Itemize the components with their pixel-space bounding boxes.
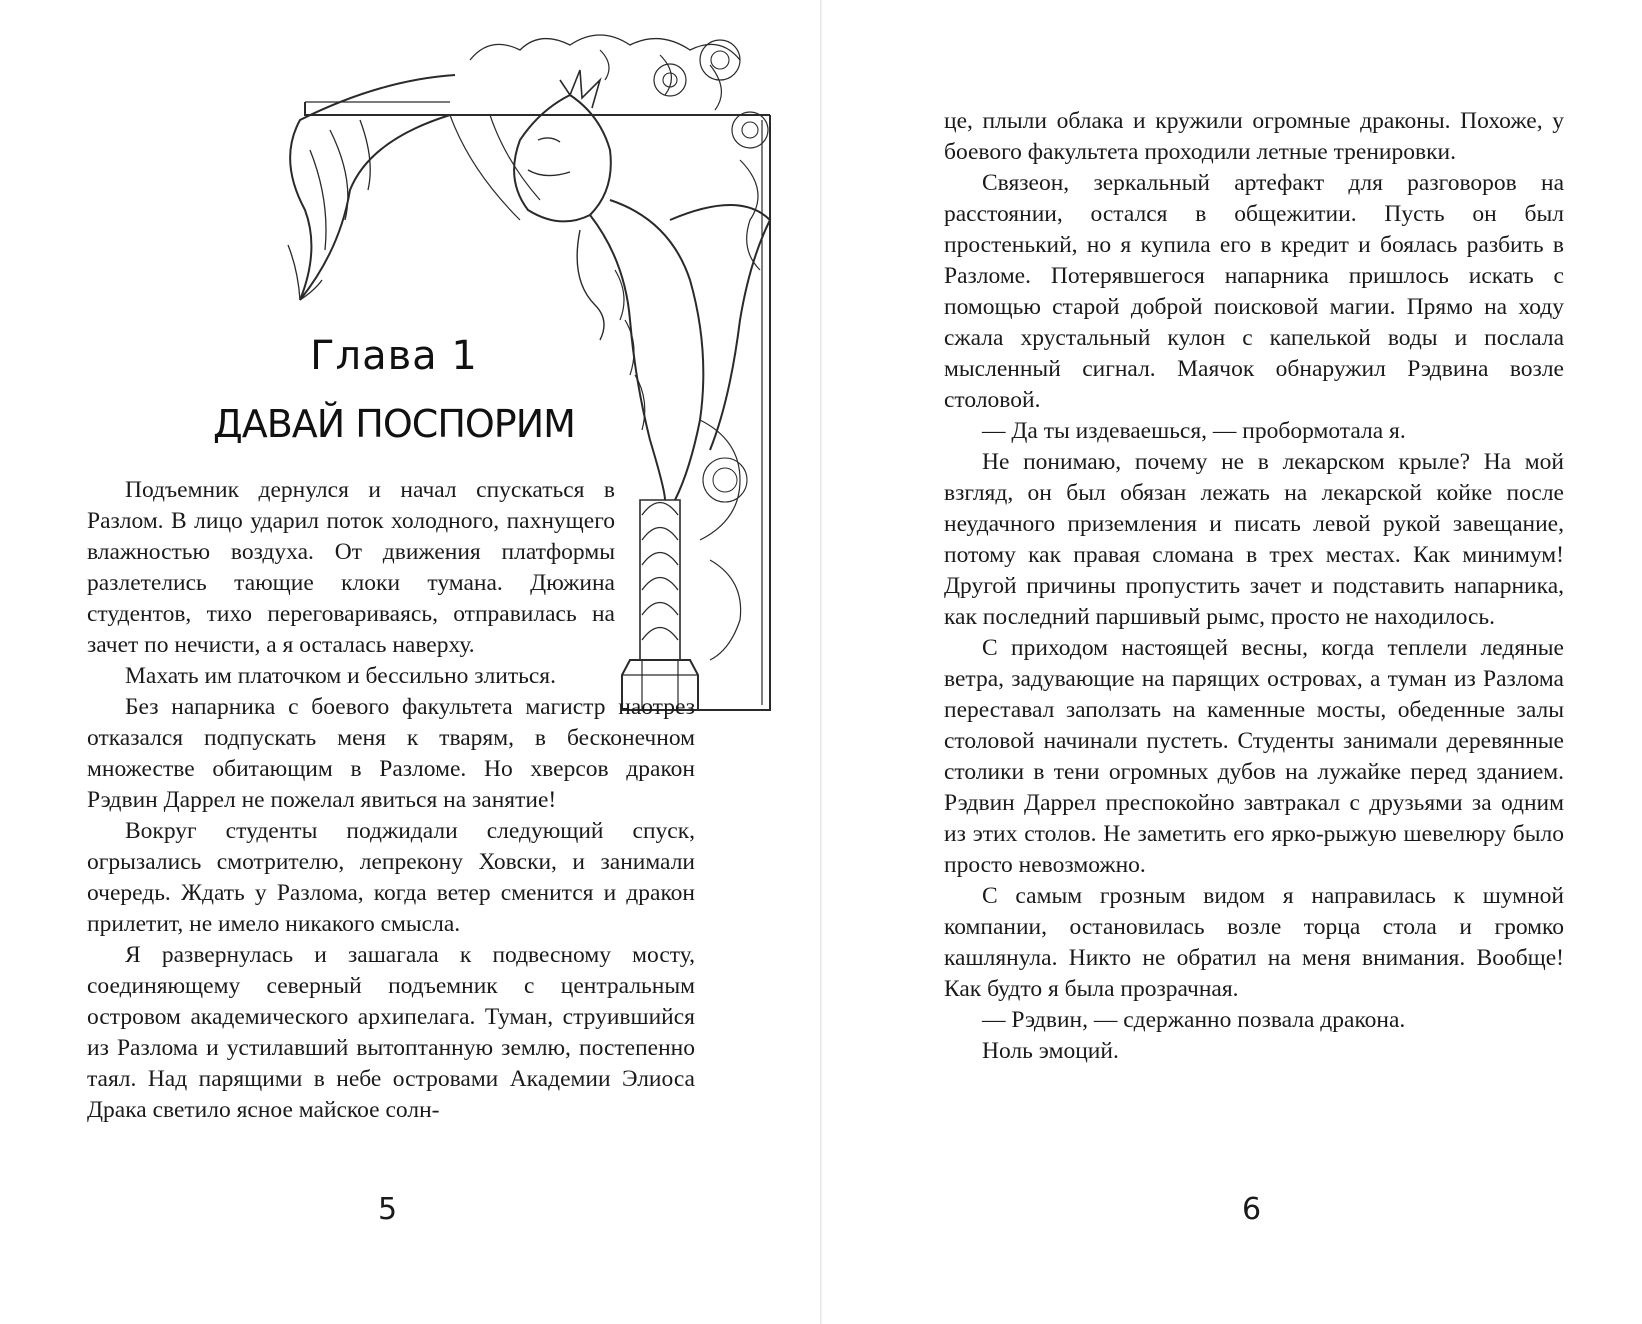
left-page [0, 0, 820, 1324]
paragraph: — Да ты издеваешься, — пробормотала я. [982, 418, 1406, 444]
page-number: 5 [378, 1192, 398, 1227]
paragraph: Связеон, зеркальный артефакт для разговоров на расстоянии, остался в общежитии. Пусть он был простенький, но я купила его в кредит и боялась разбить в Разломе. Потерявшегося напарника пришлось искать с помощью старой доброй поисковой магии. Прямо на ходу сжала хрустальный кулон с капелькой воды и послала мысленный сигнал. Маячок обнаружил Рэдвина возле столовой. [944, 170, 1564, 413]
chapter-title: ДАВАЙ ПОСПОРИМ [213, 402, 575, 446]
page-number: 6 [1242, 1192, 1262, 1227]
left-wide-text [87, 692, 695, 1126]
paragraph: Вокруг студенты поджидали следующий спуск, огрызались смотрителю, лепрекону Ховски, и занимали очередь. Ждать у Разлома, когда ветер сменится и дракон прилетит, не имело никакого смысла. [87, 818, 695, 937]
paragraph: Ноль эмоций. [982, 1038, 1119, 1064]
paragraph: Подъемник дернулся и начал спускаться в Разлом. В лицо ударил поток холодного, пахнущего влажностью воздуха. От движения платформы разлетелись тающие клоки тумана. Дюжина студентов, тихо переговариваясь, отправилась на зачет по нечисти, а я осталась наверху. [87, 477, 615, 658]
paragraph: Махать им платочком и бессильно злиться. [125, 663, 556, 689]
left-narrow-text [87, 475, 615, 692]
paragraph: Не понимаю, почему не в лекарском крыле? На мой взгляд, он был обязан лежать на лекарской койке после неудачного приземления и писать левой рукой завещание, потому как правая сломана в трех местах. Как минимум! Другой причины пропустить зачет и подставить напарника, как последний паршивый рымс, просто не находилось. [944, 449, 1564, 630]
paragraph: Без напарника с боевого факультета магистр наотрез отказался подпускать меня к тварям, в бесконечном множестве обитающим в Разломе. Но хверсов дракон Рэдвин Даррел не пожелал явиться на занятие! [87, 694, 695, 813]
paragraph-continuation: це, плыли облака и кружили огромные драконы. Похоже, у боевого факультета проходили летные тренировки. [944, 108, 1564, 165]
paragraph: Я развернулась и зашагала к подвесному мосту, соединяющему северный подъемник с центральным островом академического архипелага. Туман, струившийся из Разлома и устилавший вытоптанную землю, постепенно таял. Над парящими в небе островами Академии Элиоса Драка светило ясное майское солн- [87, 942, 695, 1123]
paragraph: С приходом настоящей весны, когда теплели ледяные ветра, задувающие на парящих островах, а туман из Разлома переставал заползать на каменные мосты, обеденные залы столовой начинали пустеть. Студенты занимали деревянные столики в тени огромных дубов на лужайке перед зданием. Рэдвин Даррел преспокойно завтракал с друзьями за одним из этих столов. Не заметить его ярко-рыжую шевелюру было просто невозможно. [944, 635, 1564, 878]
right-text [944, 106, 1564, 1067]
paragraph: — Рэдвин, — сдержанно позвала дракона. [982, 1007, 1406, 1033]
chapter-number: Глава 1 [310, 333, 478, 379]
paragraph: С самым грозным видом я направилась к шумной компании, остановилась возле торца стола и громко кашлянула. Никто не обратил на меня внимания. Вообще! Как будто я была прозрачная. [944, 883, 1564, 1002]
right-page [822, 0, 1642, 1324]
